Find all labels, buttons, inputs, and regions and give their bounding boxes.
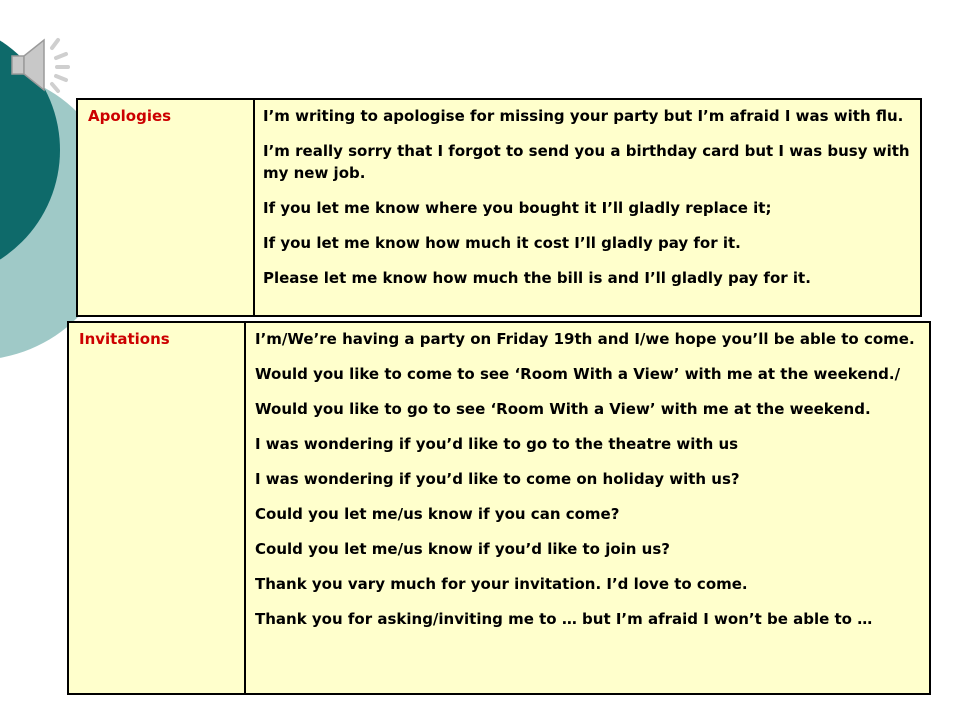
invitations-label: Invitations <box>69 323 246 693</box>
phrase-line: Could you let me/us know if you’d like to join us? <box>255 540 670 558</box>
apologies-table <box>76 98 922 317</box>
phrase-line: I was wondering if you’d like to come on holiday with us? <box>255 470 740 488</box>
phrase-line: I’m really sorry that I forgot to send you a birthday card but I was busy with my new job. <box>263 142 910 182</box>
phrase-line: If you let me know where you bought it I’ll gladly replace it; <box>263 199 772 217</box>
phrase-line: Would you like to go to see ‘Room With a View’ with me at the weekend. <box>255 400 871 418</box>
speaker-icon[interactable] <box>8 34 76 96</box>
phrase-line: Would you like to come to see ‘Room With a View’ with me at the weekend./ <box>255 365 901 383</box>
phrase-line: I’m/We’re having a party on Friday 19th and I/we hope you’ll be able to come. <box>255 330 915 348</box>
phrase-line: Please let me know how much the bill is and I’ll gladly pay for it. <box>263 269 811 287</box>
phrase-line: If you let me know how much it cost I’ll gladly pay for it. <box>263 234 741 252</box>
invitations-table <box>67 321 931 695</box>
phrase-line: Thank you for asking/inviting me to … but I’m afraid I won’t be able to … <box>255 610 873 628</box>
phrase-line: Thank you vary much for your invitation. I’d love to come. <box>255 575 748 593</box>
phrase-line: I’m writing to apologise for missing your party but I’m afraid I was with flu. <box>263 107 904 125</box>
apologies-content <box>255 100 920 315</box>
phrase-line: I was wondering if you’d like to go to the theatre with us <box>255 435 739 453</box>
phrase-line: Could you let me/us know if you can come? <box>255 505 620 523</box>
apologies-label: Apologies <box>78 100 255 315</box>
invitations-content <box>246 323 929 693</box>
